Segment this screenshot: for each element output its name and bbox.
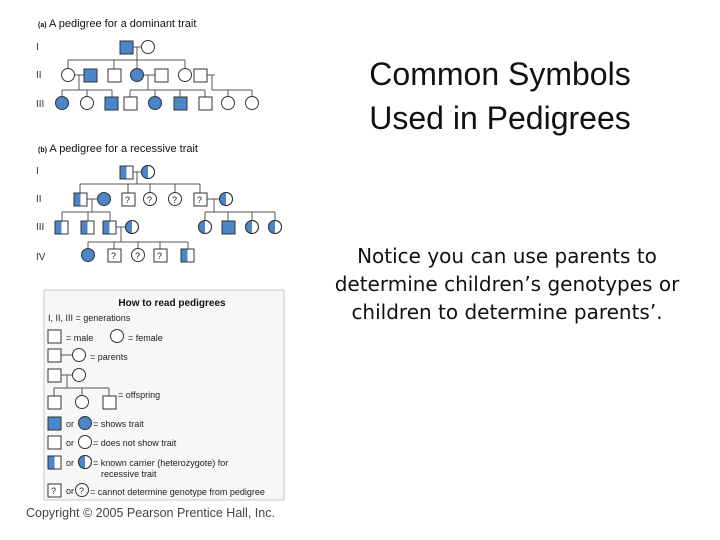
gen-a-3: III [36,99,45,110]
pedigree-b-title: A pedigree for a recessive trait [49,143,198,155]
female-affected-symbol [98,193,111,206]
key-not-shows: = does not show trait [93,438,177,448]
female-unaffected-symbol [79,436,92,449]
pedigree-a-symbols [56,41,259,111]
key-or: or [66,419,75,429]
key-title: How to read pedigrees [118,298,226,309]
female-unaffected-symbol [142,41,155,54]
female-unaffected-symbol [81,97,94,110]
key-carrier-2: recessive trait [101,469,157,479]
key-female: = female [128,333,163,343]
pedigree-a-title: A pedigree for a dominant trait [49,18,197,30]
gen-b-3: III [36,222,45,233]
pedigree-figure [0,0,300,540]
male-unaffected-symbol [199,97,212,110]
female-affected-symbol [131,69,144,82]
male-unaffected-symbol [48,436,61,449]
pedigree-b-symbols [55,166,282,263]
female-unaffected-symbol [246,97,259,110]
unknown-mark: ? [51,486,57,496]
male-affected-symbol [84,69,97,82]
key-unknown: = cannot determine genotype from pedigree [90,487,265,497]
male-affected-symbol [222,221,235,234]
male-unaffected-symbol [108,69,121,82]
pedigree-b-lines [62,172,275,249]
male-symbol [48,330,61,343]
svg-text:(a) A pedigree for a dominant [38,18,196,30]
female-affected-symbol [79,417,92,430]
key-or: or [66,486,75,496]
svg-text:(b) A pedigree for a recessive [38,143,198,155]
gen-b-1: I [36,166,39,177]
pedigree-key [44,290,284,500]
key-generations: I, II, III = generations [48,313,131,323]
male-unaffected-symbol [194,69,207,82]
female-unaffected-symbol [179,69,192,82]
female-symbol [111,330,124,343]
key-carrier-1: = known carrier (heterozygote) for [93,458,229,468]
notice-text: Notice you can use parents to determine children’s genotypes or children to determine parents’. [334,244,680,324]
male-affected-symbol [48,417,61,430]
key-or: or [66,438,75,448]
unknown-mark: ? [197,195,203,205]
female-unaffected-symbol [222,97,235,110]
unknown-mark: ? [147,195,153,205]
key-offspring: = offspring [118,390,161,400]
unknown-mark: ? [172,195,178,205]
male-affected-symbol [120,41,133,54]
male-affected-symbol [174,97,187,110]
gen-b-4: IV [36,252,46,263]
unknown-mark: ? [111,251,117,261]
female-affected-symbol [56,97,69,110]
gen-a-2: II [36,70,42,81]
key-male: = male [66,333,94,343]
slide-title [340,52,660,140]
male-affected-symbol [105,97,118,110]
gen-a-1: I [36,42,39,53]
female-affected-symbol [82,249,95,262]
slide-title-line-1: Common Symbols [369,56,631,92]
label-a: (a) [38,22,47,29]
key-shows: = shows trait [93,419,144,429]
label-b: (b) [38,147,47,154]
male-unaffected-symbol [124,97,137,110]
copyright: Copyright © 2005 Pearson Prentice Hall, Inc. [26,506,275,520]
unknown-mark: ? [135,251,141,261]
unknown-mark: ? [125,195,131,205]
male-unaffected-symbol [155,69,168,82]
unknown-mark: ? [157,251,163,261]
slide-title-line-2: Used in Pedigrees [369,100,631,136]
female-unaffected-symbol [62,69,75,82]
female-affected-symbol [149,97,162,110]
parents-symbol [48,349,61,362]
key-or: or [66,458,75,468]
key-parents: = parents [90,352,128,362]
gen-b-2: II [36,194,42,205]
unknown-mark: ? [79,486,85,496]
